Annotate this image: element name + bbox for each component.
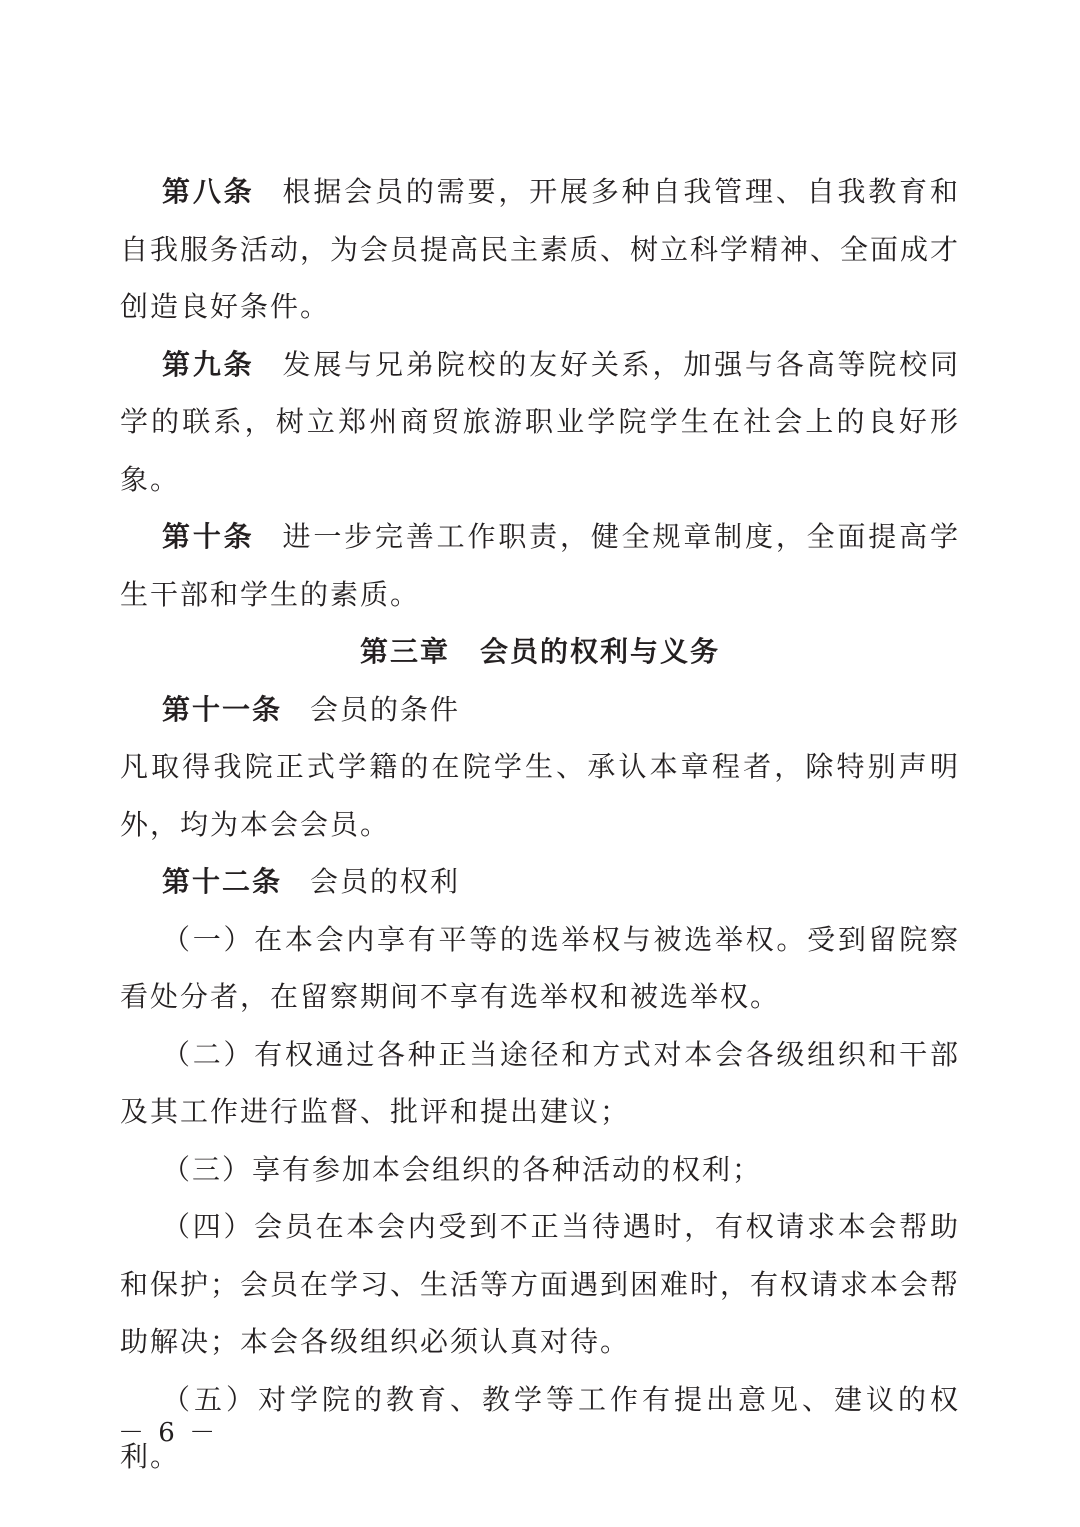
article-10	[120, 508, 960, 623]
article-12-item-2: （二）有权通过各种正当途径和方式对本会各级组织和干部及其工作进行监督、批评和提出建议；	[120, 1037, 960, 1128]
article-9-body: 发展与兄弟院校的友好关系，加强与各高等院校同学的联系，树立郑州商贸旅游职业学院学生在社会上的良好形象。	[120, 347, 960, 496]
article-10-body: 进一步完善工作职责，健全规章制度，全面提高学生干部和学生的素质。	[120, 520, 960, 611]
article-12-item-1: （一）在本会内享有平等的选举权与被选举权。受到留院察看处分者，在留察期间不享有选举权和被选举权。	[120, 922, 960, 1013]
article-12-item-4: （四）会员在本会内受到不正当待遇时，有权请求本会帮助和保护；会员在学习、生活等方面遇到困难时，有权请求本会帮助解决；本会各级组织必须认真对待。	[120, 1210, 961, 1358]
article-11-title: 第十一条	[162, 692, 283, 726]
page-number: － 6 －	[118, 1418, 219, 1448]
chapter-3-heading: 第三章 会员的权利与义务	[359, 635, 720, 668]
article-11	[120, 681, 960, 739]
document-body	[120, 163, 960, 1486]
article-8	[120, 163, 960, 336]
article-12-item-5: （五）对学院的教育、教学等工作有提出意见、建议的权利。	[120, 1382, 960, 1473]
article-8-body: 根据会员的需要，开展多种自我管理、自我教育和自我服务活动，为会员提高民主素质、树立科学精神、全面成才创造良好条件。	[120, 175, 961, 323]
article-10-title: 第十条	[162, 520, 255, 553]
article-9-title: 第九条	[162, 347, 255, 381]
article-12-body: 会员的权利	[310, 865, 461, 898]
article-9	[120, 336, 960, 509]
article-12	[120, 853, 960, 911]
article-11-text: 凡取得我院正式学籍的在院学生、承认本章程者，除特别声明外，均为本会会员。	[120, 750, 960, 841]
article-12-item-3: （三）享有参加本会组织的各种活动的权利；	[162, 1152, 763, 1186]
article-11-body: 会员的条件	[310, 692, 461, 726]
article-8-title: 第八条	[162, 175, 255, 208]
article-12-title: 第十二条	[162, 865, 283, 898]
